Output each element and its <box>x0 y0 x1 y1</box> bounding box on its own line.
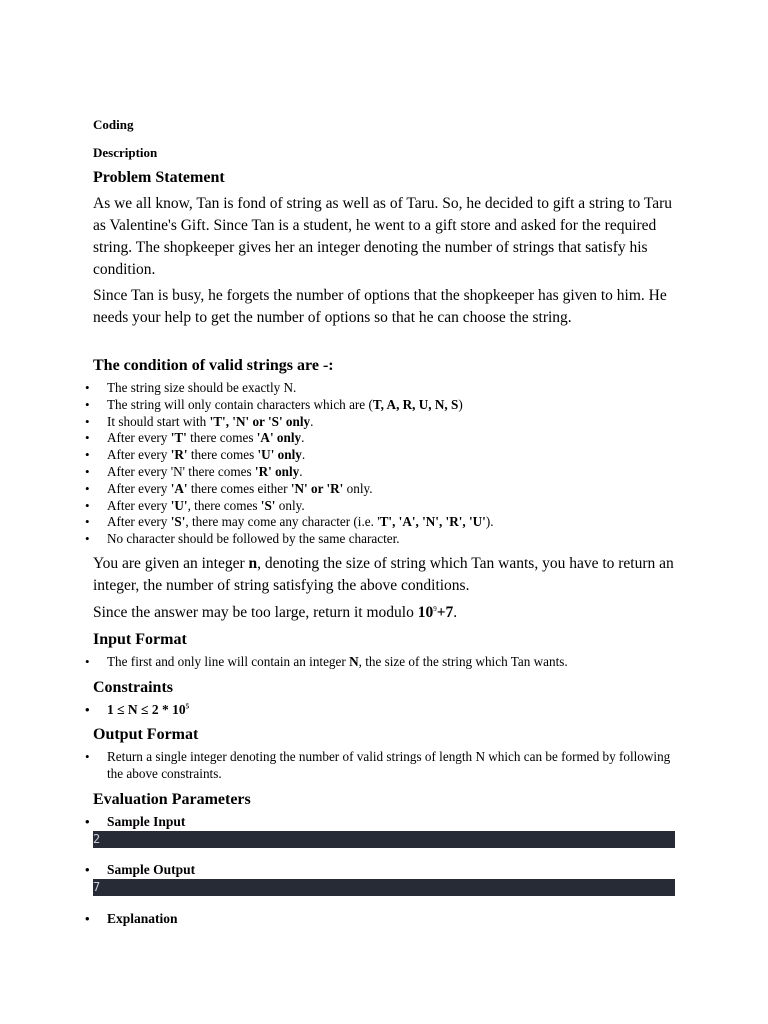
task-paragraph-2: Since the answer may be too large, return it modulo $10^9+7$. <box>93 604 458 621</box>
sample-output-code: 7 <box>93 879 675 896</box>
section-label: Coding <box>93 117 134 132</box>
conditions-heading: The condition of valid strings are -: <box>93 357 334 374</box>
condition-item: • After every 'T' there comes 'A' only. <box>85 430 675 447</box>
problem-statement-heading: Problem Statement <box>93 169 225 186</box>
condition-item: • After every 'S', there may come any character (i.e. 'T', 'A', 'N', 'R', 'U'). <box>85 514 675 531</box>
sample-input-label: • Sample Input <box>85 814 675 831</box>
sample-input-code: 2 <box>93 831 675 848</box>
constraint-item: • $1 \le N \le 2 * 10^5$ <box>85 702 675 719</box>
task-paragraph-1: You are given an integer n, denoting the size of string which Tan wants, you have to return an integer, the number of string satisfying the above conditions. <box>93 555 674 594</box>
output-format-item: • Return a single integer denoting the number of valid strings of length N which can be formed by following the above constraints. <box>85 749 675 783</box>
problem-paragraph-1: As we all know, Tan is fond of string as well as of Taru. So, he decided to gift a string to Taru as Valentine's Gift. Since Tan is a student, he went to a gift store and asked for the required string. The shopkeeper gives her an integer denoting the number of strings that satisfy his condition. <box>93 195 673 278</box>
input-format-item: • The first and only line will contain an integer N, the size of the string which Tan wants. <box>85 654 675 671</box>
conditions-list <box>85 380 675 548</box>
sample-output-label: • Sample Output <box>85 862 675 879</box>
explanation-list <box>85 911 675 928</box>
condition-item: • After every 'A' there comes either 'N' or 'R' only. <box>85 481 675 498</box>
evaluation-heading: Evaluation Parameters <box>93 791 251 808</box>
condition-item: • After every 'N' there comes 'R' only. <box>85 464 675 481</box>
input-format-heading: Input Format <box>93 631 187 648</box>
condition-item: • The string will only contain characters which are (T, A, R, U, N, S) <box>85 397 675 414</box>
subsection-label: Description <box>93 145 158 160</box>
output-format-list <box>85 749 675 783</box>
constraints-list <box>85 702 675 719</box>
condition-item: • The string size should be exactly N. <box>85 380 675 397</box>
input-format-list <box>85 654 675 671</box>
condition-item: • It should start with 'T', 'N' or 'S' only. <box>85 414 675 431</box>
condition-item: • After every 'R' there comes 'U' only. <box>85 447 675 464</box>
explanation-label: • Explanation <box>85 911 675 928</box>
constraints-heading: Constraints <box>93 679 174 696</box>
output-format-heading: Output Format <box>93 726 199 743</box>
problem-paragraph-2: Since Tan is busy, he forgets the number of options that the shopkeeper has given to him. He needs your help to get the number of options so that he can choose the string. <box>93 287 667 326</box>
condition-item: • No character should be followed by the same character. <box>85 531 675 548</box>
condition-item: • After every 'U', there comes 'S' only. <box>85 498 675 515</box>
sample-output-list <box>85 862 675 879</box>
sample-input-list <box>85 814 675 831</box>
